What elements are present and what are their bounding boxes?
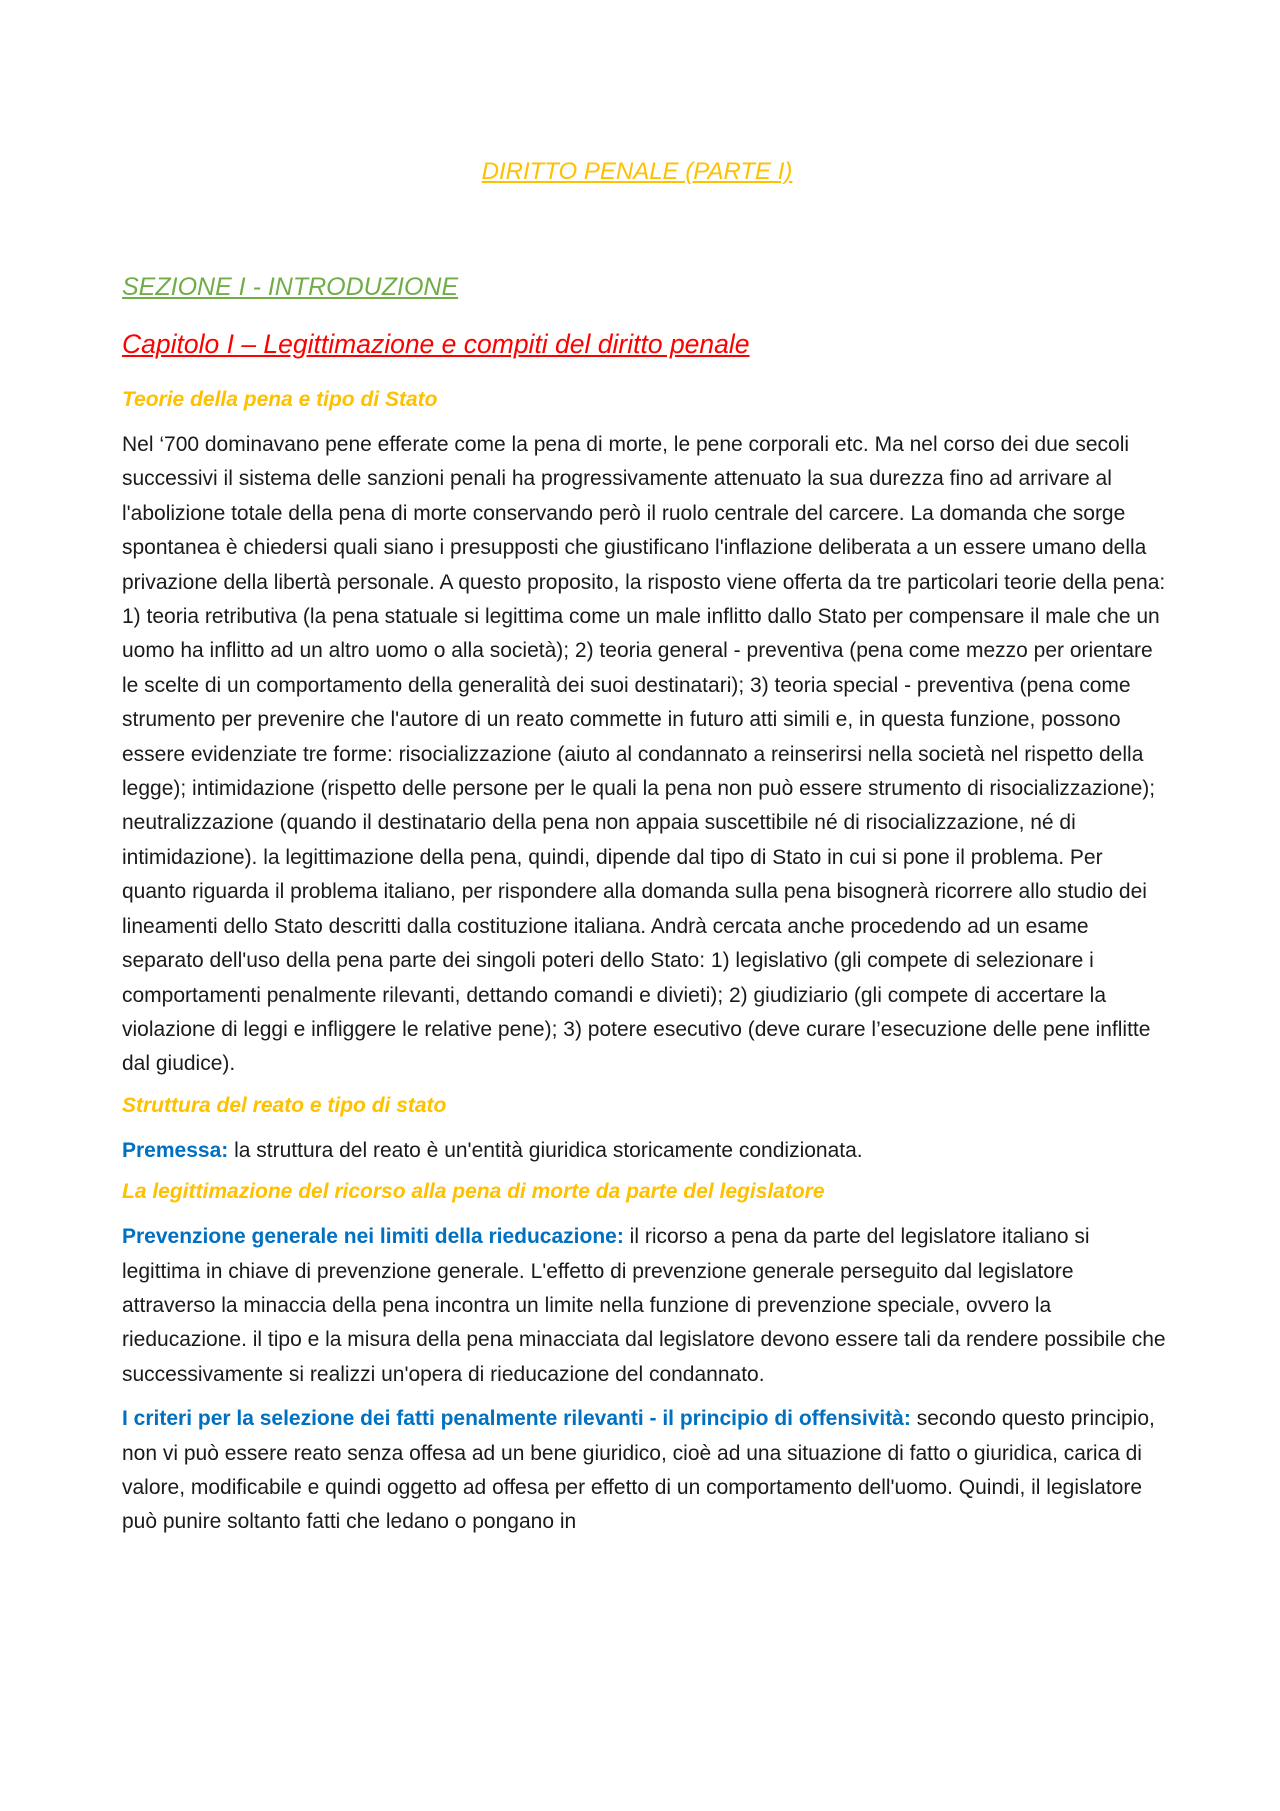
lead-term-premessa: Premessa: <box>122 1138 229 1162</box>
subheading-legittimazione-ricorso: La legittimazione del ricorso alla pena di morte da parte del legislatore <box>122 1180 825 1204</box>
paragraph-text-prevenzione: il ricorso a pena da parte del legislatore italiano si legittima in chiave di prevenzione generale. L'effetto di prevenzione generale perseguito dal legislatore attraverso la minaccia della pena incontra un limite nella funzione di prevenzione speciale, ovvero la rieducazione. il tipo e la misura della pena minacciata dal legislatore devono essere tali da rendere possibile che successivamente si realizzi un'opera di rieducazione del condannato. <box>122 1225 1166 1386</box>
subheading-teorie-pena: Teorie della pena e tipo di Stato <box>122 388 438 411</box>
document-body <box>122 386 1167 1550</box>
paragraph-criteri-selezione <box>122 1402 1167 1540</box>
section-heading: SEZIONE I - INTRODUZIONE <box>122 273 459 301</box>
lead-term-criteri: I criteri per la selezione dei fatti penalmente rilevanti - il principio di offensività: <box>122 1407 911 1431</box>
lead-term-prevenzione: Prevenzione generale nei limiti della rieducazione: <box>122 1225 624 1249</box>
subheading-struttura-reato: Struttura del reato e tipo di stato <box>122 1093 447 1117</box>
paragraph-teorie-pena: Nel ‘700 dominavano pene efferate come la pena di morte, le pene corporali etc. Ma nel corso dei due secoli successivi il sistema delle sanzioni penali ha progressivamente attenuato la sua durezza fino ad arrivare al l'abolizione totale della pena di morte conservando però il ruolo centrale del carcere. La domanda che sorge spontanea è chiedersi quali siano i presupposti che giustificano l'inflazione deliberata a un essere umano della privazione della libertà personale. A questo proposito, la risposto viene offerta da tre particolari teorie della pena: 1) teoria retributiva (la pena statuale si legittima come un male inflitto dallo Stato per compensare il male che un uomo ha inflitto ad un altro uomo o alla società); 2) teoria general - preventiva (pena come mezzo per orientare le scelte di un comportamento della generalità dei suoi destinatari); 3) teoria special - preventiva (pena come strumento per prevenire che l'autore di un reato commette in futuro atti simili e, in questa funzione, possono essere evidenziate tre forme: risocializzazione (aiuto al condannato a reinserirsi nella società nel rispetto della legge); intimidazione (rispetto delle persone per le quali la pena non può essere strumento di risocializzazione); neutralizzazione (quando il destinatario della pena non appaia suscettibile né di risocializzazione, né di intimidazione). la legittimazione della pena, quindi, dipende dal tipo di Stato in cui si pone il problema. Per quanto riguarda il problema italiano, per rispondere alla domanda sulla pena bisognerà ricorrere allo studio dei lineamenti dello Stato descritti dalla costituzione italiana. Andrà cercata anche procedendo ad un esame separato dell'uso della pena parte dei singoli poteri dello Stato: 1) legislativo (gli compete di selezionare i comportamenti penalmente rilevanti, dettando comandi e divieti); 2) giudiziario (gli compete di accertare la violazione di leggi e infliggere le relative pene); 3) potere esecutivo (deve curare l’esecuzione delle pene inflitte dal giudice). <box>122 433 1166 1076</box>
document-title: DIRITTO PENALE (PARTE I) <box>481 158 793 185</box>
paragraph-text-criteri: secondo questo principio, non vi può essere reato senza offesa ad un bene giuridico, cioè ad una situazione di fatto o giuridica, carica di valore, modificabile e quindi oggetto ad offesa per effetto di un comportamento dell'uomo. Quindi, il legislatore può punire soltanto fatti che ledano o pongano in <box>122 1407 1155 1534</box>
paragraph-prevenzione-generale <box>122 1220 1167 1392</box>
paragraph-premessa <box>122 1134 1167 1168</box>
paragraph-text-premessa: la struttura del reato è un'entità giuridica storicamente condizionata. <box>228 1138 863 1162</box>
chapter-heading: Capitolo I – Legittimazione e compiti del diritto penale <box>122 329 750 359</box>
